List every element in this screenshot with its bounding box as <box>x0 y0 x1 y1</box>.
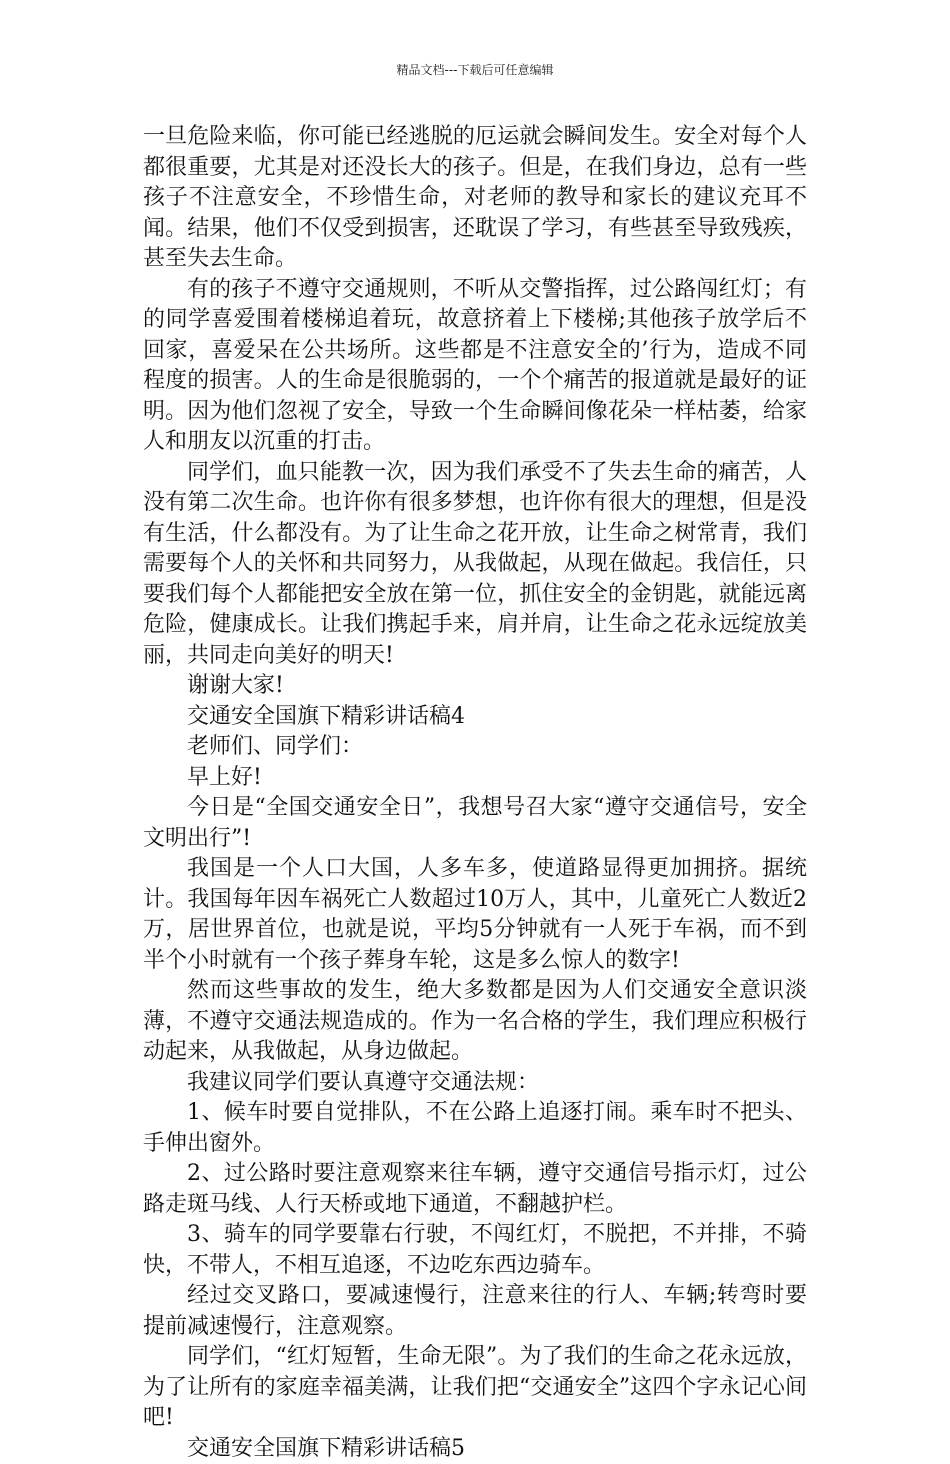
paragraph-1: 一旦危险来临，你可能已经逃脱的厄运就会瞬间发生。安全对每个人都很重要，尤其是对还没长大的孩子。但是，在我们身边，总有一些孩子不注意安全，不珍惜生命，对老师的教导和家长的建议充耳不闻。结果，他们不仅受到损害，还耽误了学习，有些甚至导致残疾，甚至失去生命。 <box>143 122 807 275</box>
paragraph-9: 同学们，“红灯短暂，生命无限”。为了我们的生命之花永远放，为了让所有的家庭幸福美满，让我们把“交通安全”这四个字永记心间吧! <box>143 1342 807 1434</box>
salutation: 老师们、同学们： <box>143 732 807 763</box>
section-title-5: 交通安全国旗下精彩讲话稿5 <box>143 1434 807 1464</box>
paragraph-4: 今日是“全国交通安全日”，我想号召大家“遵守交通信号，安全文明出行”! <box>143 793 807 854</box>
paragraph-2: 有的孩子不遵守交通规则，不听从交警指挥，过公路闯红灯；有的同学喜爱围着楼梯追着玩，故意挤着上下楼梯;其他孩子放学后不回家，喜爱呆在公共场所。这些都是不注意安全的’行为，造成不同程度的损害。人的生命是很脆弱的，一个个痛苦的报道就是最好的证明。因为他们忽视了安全，导致一个生命瞬间像花朵一样枯萎，给家人和朋友以沉重的打击。 <box>143 275 807 458</box>
paragraph-3: 同学们，血只能教一次，因为我们承受不了失去生命的痛苦，人没有第二次生命。也许你有很多梦想，也许你有很大的理想，但是没有生活，什么都没有。为了让生命之花开放，让生命之树常青，我们需要每个人的关怀和共同努力，从我做起，从现在做起。我信任，只要我们每个人都能把安全放在第一位，抓住安全的金钥匙，就能远离危险，健康成长。让我们携起手来，肩并肩，让生命之花永远绽放美丽，共同走向美好的明天! <box>143 458 807 672</box>
list-item-1: 1、候车时要自觉排队，不在公路上追逐打闹。乘车时不把头、手伸出窗外。 <box>143 1098 807 1159</box>
section-title-4: 交通安全国旗下精彩讲话稿4 <box>143 702 807 733</box>
greeting: 早上好! <box>143 763 807 794</box>
paragraph-thanks: 谢谢大家! <box>143 671 807 702</box>
page-header: 精品文档---下载后可任意编辑 <box>0 62 950 78</box>
paragraph-5: 我国是一个人口大国，人多车多，使道路显得更加拥挤。据统计。我国每年因车祸死亡人数超过10万人，其中，儿童死亡人数近2万，居世界首位，也就是说，平均5分钟就有一人死于车祸，而不到半个小时就有一个孩子葬身车轮，这是多么惊人的数字! <box>143 854 807 976</box>
paragraph-8: 经过交叉路口，要减速慢行，注意来往的行人、车辆;转弯时要提前减速慢行，注意观察。 <box>143 1281 807 1342</box>
paragraph-6: 然而这些事故的发生，绝大多数都是因为人们交通安全意识淡薄，不遵守交通法规造成的。作为一名合格的学生，我们理应积极行动起来，从我做起，从身边做起。 <box>143 976 807 1068</box>
list-item-2: 2、过公路时要注意观察来往车辆，遵守交通信号指示灯，过公路走斑马线、人行天桥或地下通道，不翻越护栏。 <box>143 1159 807 1220</box>
document-body <box>143 122 807 1464</box>
paragraph-7: 我建议同学们要认真遵守交通法规： <box>143 1068 807 1099</box>
list-item-3: 3、骑车的同学要靠右行驶，不闯红灯，不脱把，不并排，不骑快，不带人，不相互追逐，不边吃东西边骑车。 <box>143 1220 807 1281</box>
